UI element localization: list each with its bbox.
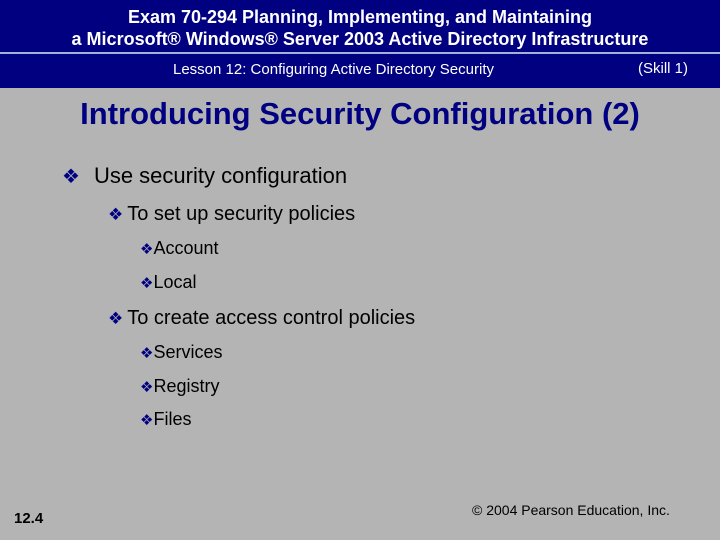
diamond-bullet-icon: ❖ [140,240,154,258]
course-title [0,6,720,50]
diamond-bullet-icon: ❖ [108,205,124,225]
bullet-subsub-text: Account [153,238,219,258]
bullet-sub-1-text: To set up security policies [127,203,356,225]
bullet-subsub-text: Services [153,342,223,362]
bullet-sub-2-text: To create access control policies [127,307,416,329]
bullet-subsub [140,376,219,397]
lesson-label: Lesson 12: Configuring Active Directory Security [173,61,494,78]
bullet-subsub [140,409,191,430]
bullet-sub-2 [108,307,415,330]
bullet-subsub [140,238,219,259]
diamond-bullet-icon: ❖ [108,309,124,329]
slide-number: 12.4 [14,510,44,527]
slide-header [0,0,720,88]
bullet-sub-1 [108,203,355,226]
bullet-subsub-text: Files [153,409,192,429]
bullet-subsub-text: Registry [153,376,220,396]
bullet-main-text: Use security configuration [93,163,348,188]
bullet-subsub [140,272,196,293]
copyright-notice: © 2004 Pearson Education, Inc. [472,502,670,518]
slide-title: Introducing Security Configuration (2) [80,96,640,131]
course-title-line-2: a Microsoft® Windows® Server 2003 Active Directory Infrastructure [71,29,649,49]
header-divider [0,52,720,54]
diamond-bullet-icon: ❖ [140,274,154,292]
diamond-bullet-icon: ❖ [62,164,80,188]
bullet-subsub [140,342,222,363]
course-title-line-1: Exam 70-294 Planning, Implementing, and Maintaining [127,7,593,27]
diamond-bullet-icon: ❖ [140,411,154,429]
bullet-main [62,163,347,189]
diamond-bullet-icon: ❖ [140,344,154,362]
diamond-bullet-icon: ❖ [140,378,154,396]
bullet-subsub-text: Local [153,272,197,292]
skill-label: (Skill 1) [638,60,689,77]
